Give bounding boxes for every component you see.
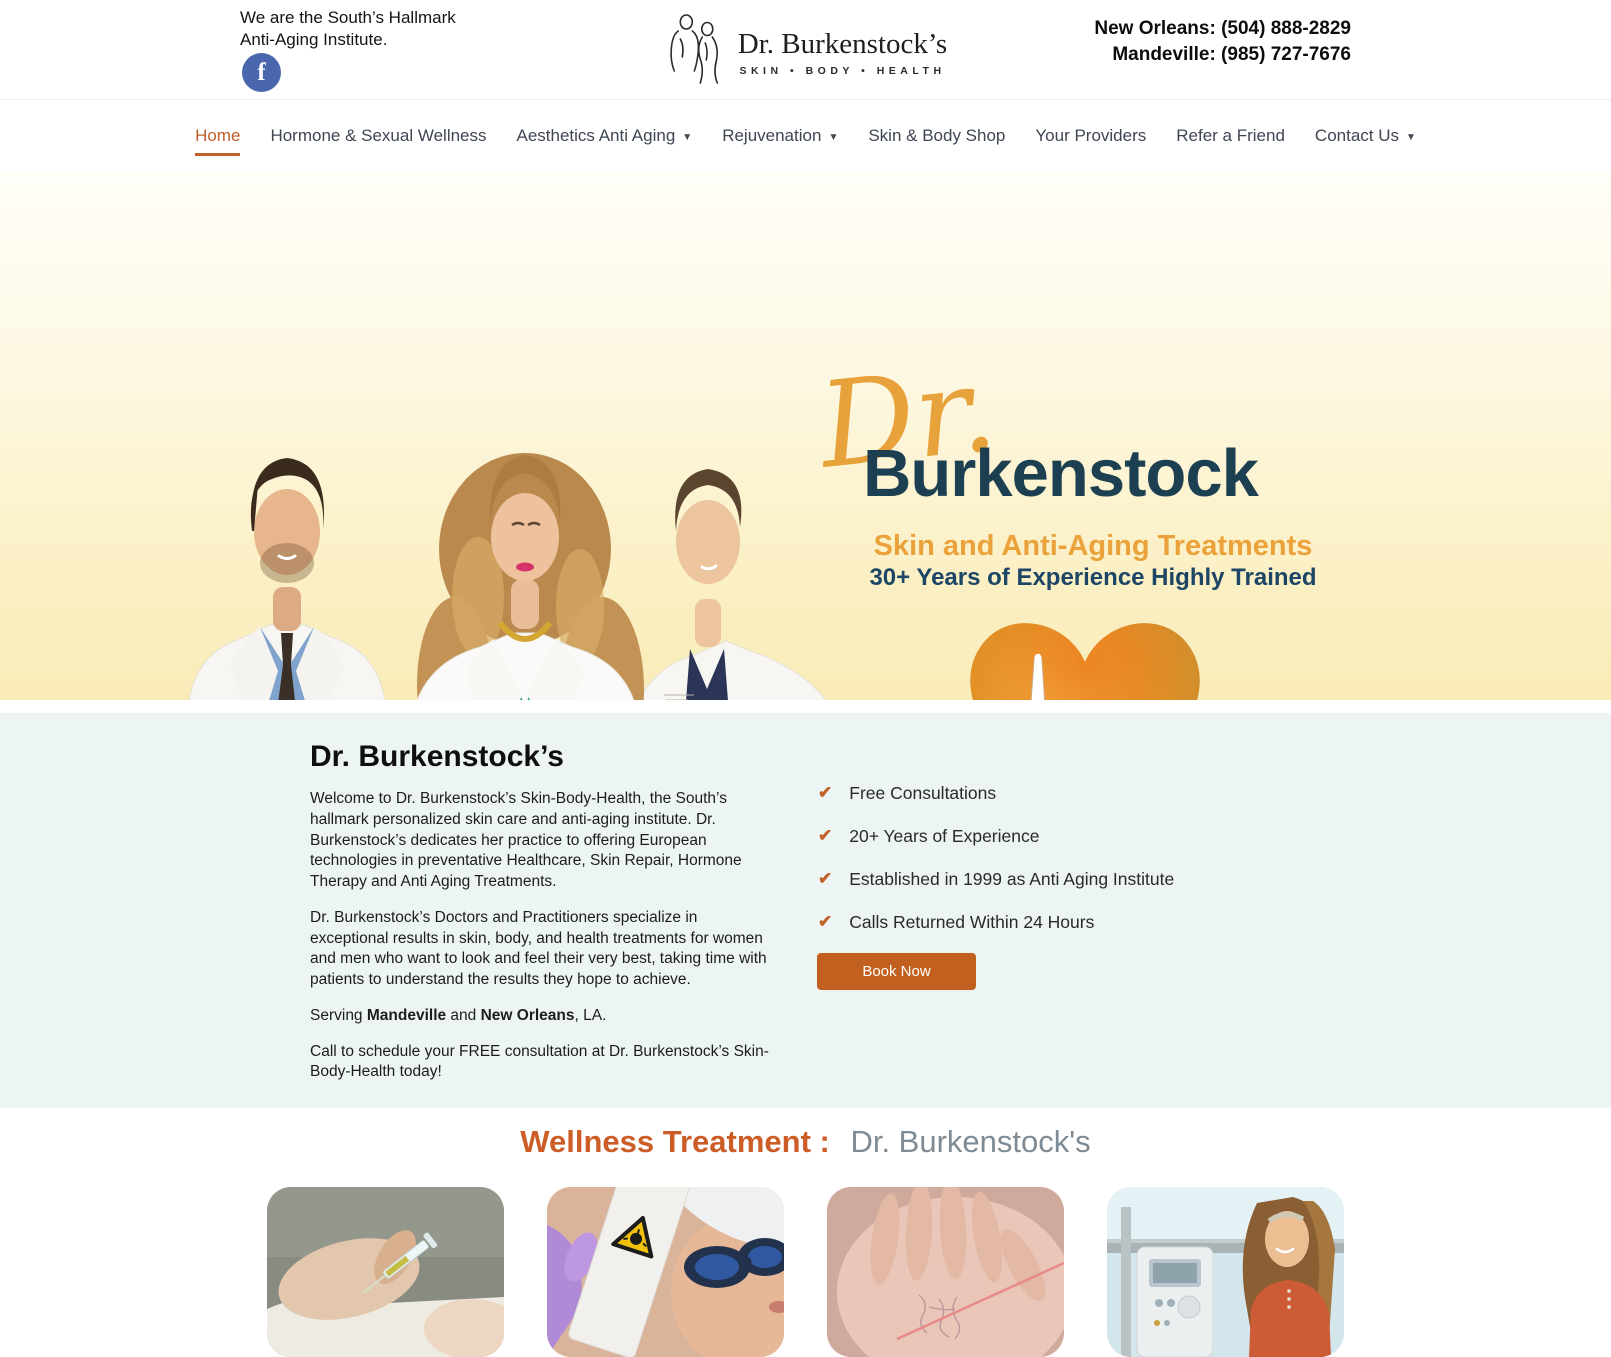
treatment-card-injection[interactable] — [267, 1187, 504, 1357]
checklist-item: ✔ Free Consultations — [818, 783, 997, 803]
phone-mandeville[interactable]: Mandeville: (985) 727-7676 — [1112, 44, 1351, 65]
treatment-card-veins[interactable] — [827, 1187, 1064, 1357]
provider-female-center — [410, 453, 644, 700]
logo-name: Dr. Burkenstock’s — [737, 28, 948, 60]
providers-photo — [178, 427, 890, 700]
wellness-title-accent: Wellness Treatment : — [520, 1124, 830, 1159]
phone-new-orleans[interactable]: New Orleans: (504) 888-2829 — [1094, 18, 1351, 39]
about-paragraph-call: Call to schedule your FREE consultation at Dr. Burkenstock’s Skin-Body-Health today! — [310, 1042, 769, 1081]
heart-ekg-graphic — [945, 600, 1225, 700]
about-paragraph-1: Welcome to Dr. Burkenstock’s Skin-Body-Health, the South’s hallmark personalized skin care and anti-aging institute. Dr. Burkenstock’s dedicates her practice to offering European technologies in preventative Healthcare, Skin Repair, Hormone Therapy and Anti Aging Treatments. — [310, 790, 742, 891]
checklist-item: ✔ Calls Returned Within 24 Hours — [818, 912, 1095, 932]
logo-figures-icon — [664, 13, 726, 92]
treatment-cards — [0, 1187, 1611, 1357]
hero-title-main: Burkenstock — [863, 436, 1258, 511]
wellness-section — [0, 1108, 1611, 1357]
nav-item-contact-us[interactable]: Contact Us ▼ — [1314, 126, 1416, 145]
hero-banner — [0, 172, 1611, 700]
chevron-down-icon: ▼ — [828, 131, 839, 143]
wellness-title — [0, 1124, 1611, 1160]
logo-text — [738, 28, 947, 77]
site-tagline — [240, 7, 456, 51]
phone-numbers — [1094, 16, 1351, 68]
nav-item-home[interactable]: Home — [195, 126, 241, 145]
nav-item-skin-body-shop[interactable]: Skin & Body Shop — [868, 126, 1006, 145]
checkmark-icon: ✔ — [818, 869, 833, 888]
about-paragraph-2: Dr. Burkenstock’s Doctors and Practitioners specialize in exceptional results in skin, body, and health treatments for women and men who want to look and feel their very best, taking time with patients to understand the results they hope to achieve. — [310, 908, 767, 989]
about-heading: Dr. Burkenstock’s — [310, 740, 564, 773]
checkmark-icon: ✔ — [818, 912, 833, 931]
nav-item-your-providers[interactable]: Your Providers — [1035, 126, 1147, 145]
checklist-item: ✔ 20+ Years of Experience — [818, 826, 1040, 846]
checkmark-icon: ✔ — [818, 826, 833, 845]
body-contouring-machine-photo — [1107, 1187, 1344, 1357]
top-header — [0, 0, 1611, 100]
treatment-card-machine[interactable] — [1107, 1187, 1344, 1357]
nav-item-aesthetics-anti-aging[interactable]: Aesthetics Anti Aging ▼ — [516, 126, 693, 145]
site-tagline-line1: We are the South’s Hallmark — [240, 8, 456, 27]
book-now-button[interactable]: Book Now — [817, 953, 976, 990]
chevron-down-icon: ▼ — [682, 131, 693, 143]
about-paragraph-serving: Serving Mandeville and New Orleans, LA. — [310, 1006, 607, 1024]
site-tagline-line2: Anti-Aging Institute. — [240, 30, 388, 49]
nav-item-rejuvenation[interactable]: Rejuvenation ▼ — [722, 126, 839, 145]
nav-item-hormone-sexual-wellness[interactable]: Hormone & Sexual Wellness — [270, 126, 487, 145]
hero-subtitle: Skin and Anti-Aging Treatments — [873, 530, 1313, 562]
treatment-card-laser[interactable] — [547, 1187, 784, 1357]
nav-item-refer-a-friend[interactable]: Refer a Friend — [1176, 126, 1285, 145]
provider-male-left — [188, 458, 386, 700]
benefits-checklist — [818, 783, 1174, 955]
main-nav — [0, 100, 1611, 172]
chevron-down-icon: ▼ — [1406, 131, 1416, 143]
injection-treatment-photo — [267, 1187, 504, 1357]
site-logo[interactable] — [664, 13, 947, 92]
checkmark-icon: ✔ — [818, 783, 833, 802]
logo-subtitle: SKIN • BODY • HEALTH — [739, 65, 946, 77]
checklist-item: ✔ Established in 1999 as Anti Aging Institute — [818, 869, 1175, 889]
wellness-title-rest: Dr. Burkenstock's — [850, 1124, 1091, 1159]
vein-treatment-photo — [827, 1187, 1064, 1357]
hero-experience-tagline: 30+ Years of Experience Highly Trained — [869, 564, 1317, 591]
about-copy — [310, 789, 780, 1098]
facebook-icon[interactable]: f — [242, 53, 281, 92]
hero-title-script: Dr. — [813, 339, 1003, 495]
laser-treatment-photo — [547, 1187, 784, 1357]
provider-male-right — [630, 469, 882, 700]
about-section — [0, 713, 1611, 1108]
